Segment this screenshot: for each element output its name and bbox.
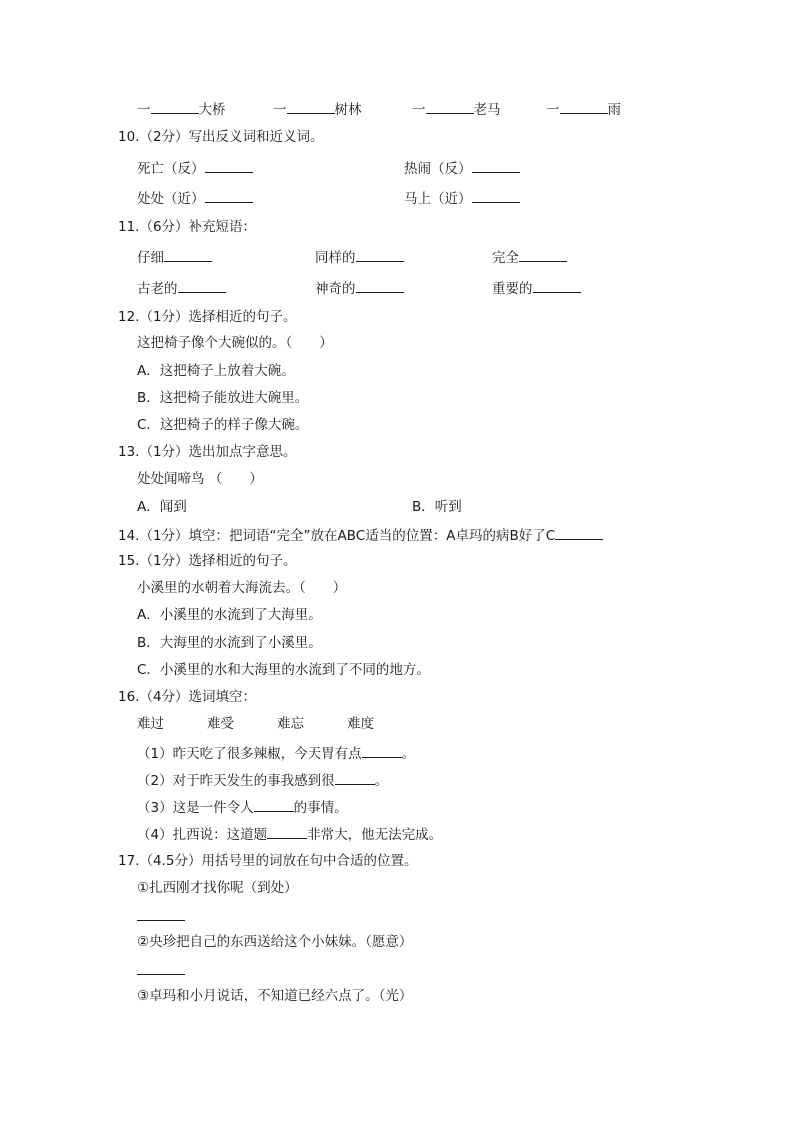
q14-row (118, 525, 603, 545)
q11-item-label: 重要的 (492, 281, 533, 297)
q10-blank-3[interactable] (205, 188, 253, 203)
q16-word: 难过 (137, 716, 164, 732)
q15-stem: 15.（1分）选择相近的句子。 (118, 553, 297, 569)
q15-sentence: 小溪里的水朝着大海流去。（ ） (137, 580, 347, 596)
q11-blank-4[interactable] (178, 278, 226, 293)
q16-item-4 (137, 824, 442, 844)
q11-item-label: 神奇的 (315, 281, 356, 297)
q10-blank-2[interactable] (472, 158, 520, 173)
q12-stem: 12.（1分）选择相近的句子。 (118, 309, 297, 325)
q10-item (404, 158, 520, 178)
q11-blank-2[interactable] (356, 247, 404, 262)
q9-blank-3[interactable] (426, 99, 474, 114)
q16-item-after: 。 (401, 746, 416, 762)
q9-row-3 (412, 99, 501, 119)
q15-option-b[interactable]: B．大海里的水流到了小溪里。 (137, 635, 322, 651)
q16-item-3 (137, 797, 348, 817)
q9-item-3: 老马 (473, 102, 501, 118)
q16-item-1 (137, 743, 415, 763)
q17-item-2: ②央珍把自己的东西送给这个小妹妹。（愿意） (137, 934, 413, 950)
q9-item-2: 树林 (334, 102, 362, 118)
q11-item (492, 247, 567, 267)
q16-word: 难忘 (277, 716, 304, 732)
q16-stem: 16.（4分）选词填空： (118, 689, 257, 705)
q10-item-label: 马上（近） (404, 191, 472, 207)
q9-prefix-3: 一 (412, 102, 426, 118)
q10-item-label: 处处（近） (137, 191, 205, 207)
q11-blank-5[interactable] (356, 278, 404, 293)
q16-item-before: （2）对于昨天发生的事我感到很 (137, 773, 335, 789)
q9-row-4 (546, 99, 621, 119)
q16-item-before: （4）扎西说：这道题 (137, 827, 268, 843)
q11-blank-6[interactable] (533, 278, 581, 293)
q15-option-a[interactable]: A．小溪里的水流到了大海里。 (137, 607, 322, 623)
q16-item-after: 。 (374, 773, 389, 789)
q10-item-label: 热闹（反） (404, 161, 472, 177)
q11-item-label: 仔细 (137, 250, 164, 266)
q16-item-2 (137, 770, 388, 790)
q16-blank-3[interactable] (254, 797, 294, 812)
q13-stem: 13.（1分）选出加点字意思。 (118, 444, 297, 460)
q9-prefix-2: 一 (273, 102, 287, 118)
q9-row (137, 99, 226, 119)
q10-item (137, 158, 253, 178)
q17-answer-2 (137, 960, 185, 980)
q14-blank[interactable] (555, 525, 603, 540)
q10-blank-4[interactable] (472, 188, 520, 203)
q9-row-2 (273, 99, 362, 119)
q16-word: 难受 (207, 716, 234, 732)
q12-option-b[interactable]: B．这把椅子能放进大碗里。 (137, 390, 309, 406)
q11-item-label: 同样的 (315, 250, 356, 266)
q17-item-1: ①扎西刚才找你呢（到处） (137, 880, 298, 896)
q11-item (137, 247, 212, 267)
q10-item (137, 188, 253, 208)
q11-blank-3[interactable] (519, 247, 567, 262)
q14-stem: 14.（1分）填空：把词语“完全”放在ABC适当的位置：A卓玛的病B好了C (118, 528, 556, 544)
q11-stem: 11.（6分）补充短语： (118, 219, 257, 235)
q12-sentence: 这把椅子像个大碗似的。（ ） (137, 335, 333, 351)
q17-answer-1 (137, 906, 185, 926)
q9-item-1: 大桥 (198, 102, 226, 118)
q11-item-label: 完全 (492, 250, 519, 266)
q9-blank-2[interactable] (287, 99, 335, 114)
q10-item (404, 188, 520, 208)
q17-item-3: ③卓玛和小月说话，不知道已经六点了。（光） (137, 988, 413, 1004)
q16-word: 难度 (347, 716, 374, 732)
q13-option-a[interactable]: A．闻到 (137, 499, 187, 515)
q9-prefix: 一 (137, 102, 151, 118)
q16-item-after: 的事情。 (293, 800, 348, 816)
q11-item (315, 247, 404, 267)
q16-blank-1[interactable] (362, 743, 402, 758)
q16-item-before: （3）这是一件令人 (137, 800, 254, 816)
q17-stem: 17.（4.5分）用括号里的词放在句中合适的位置。 (118, 853, 418, 869)
q12-option-a[interactable]: A．这把椅子上放着大碗。 (137, 363, 295, 379)
q9-blank-4[interactable] (560, 99, 608, 114)
q17-blank-1[interactable] (137, 906, 185, 921)
q9-prefix-4: 一 (546, 102, 560, 118)
q17-blank-2[interactable] (137, 960, 185, 975)
q11-item (137, 278, 226, 298)
q11-item-label: 古老的 (137, 281, 178, 297)
q11-item (492, 278, 581, 298)
q16-blank-4[interactable] (267, 824, 307, 839)
q10-blank-1[interactable] (205, 158, 253, 173)
q9-blank-1[interactable] (151, 99, 199, 114)
q16-item-after: 非常大，他无法完成。 (307, 827, 443, 843)
q11-blank-1[interactable] (164, 247, 212, 262)
q13-option-b[interactable]: B．听到 (412, 499, 462, 515)
q16-item-before: （1）昨天吃了很多辣椒，今天胃有点 (137, 746, 362, 762)
q13-sentence: 处处闻啼鸟 （ ） (137, 471, 263, 487)
q15-option-c[interactable]: C．小溪里的水和大海里的水流到了不同的地方。 (137, 662, 430, 678)
q16-blank-2[interactable] (335, 770, 375, 785)
q10-stem: 10.（2分）写出反义词和近义词。 (118, 129, 324, 145)
q9-item-4: 雨 (607, 102, 621, 118)
q10-item-label: 死亡（反） (137, 161, 205, 177)
q12-option-c[interactable]: C．这把椅子的样子像大碗。 (137, 417, 309, 433)
q11-item (315, 278, 404, 298)
